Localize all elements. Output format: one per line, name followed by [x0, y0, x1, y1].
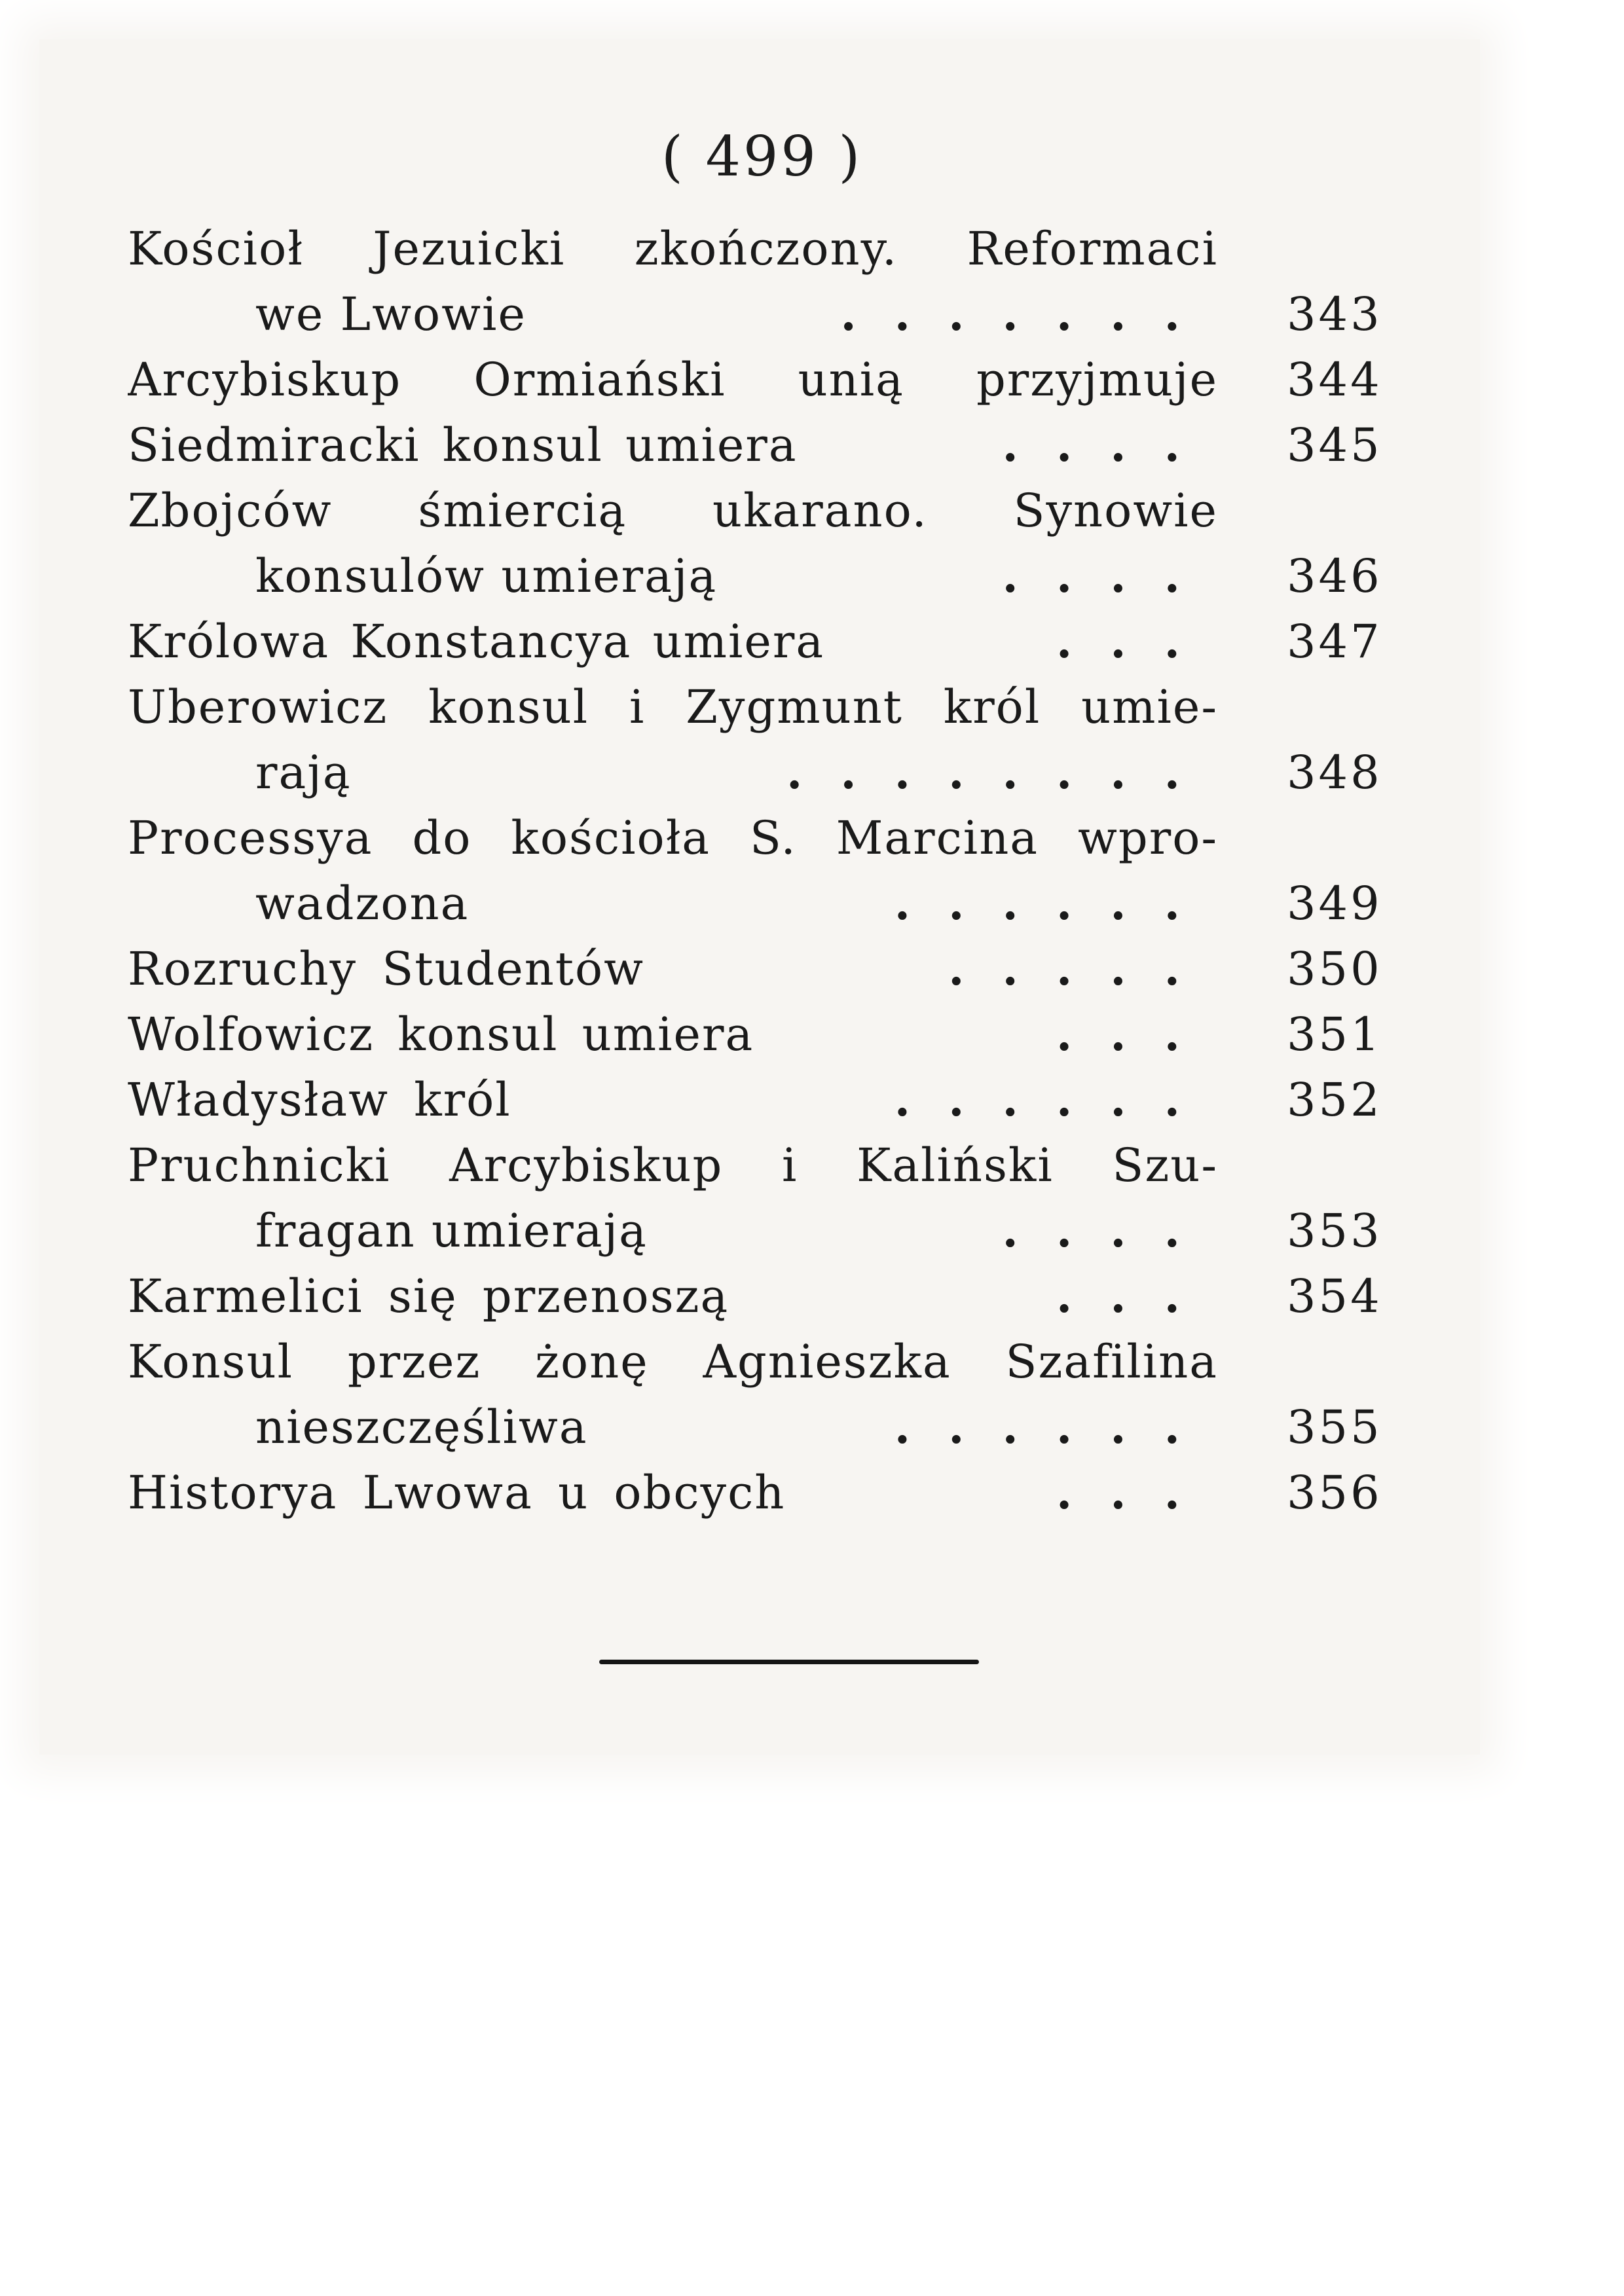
toc-page-number: 353: [1287, 1204, 1382, 1258]
leader-dots: .......: [840, 287, 1218, 341]
toc-entry-line: [128, 1329, 1431, 1394]
toc-entry-line: [128, 1460, 1431, 1525]
toc-entry-line: [128, 936, 1431, 1002]
toc-entry-line: [128, 1133, 1431, 1198]
table-of-contents: [128, 216, 1431, 1525]
leader-dots: ...: [1056, 1269, 1218, 1323]
toc-entry-line: [128, 412, 1431, 478]
toc-entry-line: [128, 805, 1431, 871]
toc-entry-line: [128, 216, 1431, 282]
toc-entry-title: Historya Lwowa u obcych: [128, 1466, 786, 1520]
leader-dots: ....: [1002, 418, 1218, 472]
toc-page-number: 343: [1287, 287, 1382, 341]
toc-entry-title: Karmelici się przenoszą: [128, 1269, 729, 1323]
toc-entry-title: Władysław król: [128, 1073, 511, 1127]
toc-entry-line: [128, 282, 1431, 347]
toc-entry-line: [128, 478, 1431, 543]
toc-entry-title: Królowa Konstancya umiera: [128, 615, 825, 668]
toc-entry-continuation: konsulów umierają: [255, 549, 718, 603]
toc-entry-line: [128, 1264, 1431, 1329]
toc-page-number: 347: [1287, 615, 1382, 668]
toc-entry-title: Konsul przez żonę Agnieszka Szafilina: [128, 1335, 1218, 1389]
toc-entry-continuation: fragan umierają: [255, 1204, 648, 1258]
toc-entry-title: Siedmiracki konsul umiera: [128, 418, 798, 472]
toc-page-number: 349: [1287, 877, 1382, 930]
toc-page-number: 350: [1287, 942, 1382, 996]
toc-entry-title: Processya do kościoła S. Marcina wpro-: [128, 811, 1218, 865]
toc-entry-title: Rozruchy Studentów: [128, 942, 645, 996]
leader-dots: ....: [1002, 549, 1218, 603]
leader-dots: ...: [1056, 1007, 1218, 1061]
closing-rule: [599, 1660, 979, 1664]
toc-entry-continuation: nieszczęśliwa: [255, 1400, 588, 1454]
toc-entry-line: [128, 609, 1431, 674]
toc-page-number: 354: [1287, 1269, 1382, 1323]
leader-dots: ......: [894, 876, 1218, 930]
toc-entry-line: [128, 543, 1431, 609]
toc-entry-line: [128, 1198, 1431, 1264]
leader-dots: ......: [894, 1400, 1218, 1454]
leader-dots: ......: [894, 1072, 1218, 1127]
toc-page-number: 351: [1287, 1008, 1382, 1061]
leader-dots: ....: [1002, 1203, 1218, 1258]
leader-dots: ...: [1056, 1465, 1218, 1520]
toc-entry-title: Uberowicz konsul i Zygmunt król umie-: [128, 680, 1218, 734]
toc-entry-line: [128, 347, 1431, 412]
toc-entry-line: [128, 740, 1431, 805]
toc-entry-title: Wolfowicz konsul umiera: [128, 1008, 754, 1061]
leader-dots: .....: [948, 941, 1218, 996]
leader-dots: ........: [786, 745, 1218, 799]
toc-page-number: 356: [1287, 1466, 1382, 1520]
toc-page-number: 352: [1287, 1073, 1382, 1127]
page-number: ( 499 ): [661, 124, 863, 189]
toc-entry-line: [128, 674, 1431, 740]
leader-dots: ...: [1056, 614, 1218, 668]
toc-entry-continuation: wadzona: [255, 877, 470, 930]
toc-page-number: 346: [1287, 549, 1382, 603]
toc-entry-line: [128, 1394, 1431, 1460]
toc-entry-title: Arcybiskup Ormiański unią przyjmuje: [128, 353, 1218, 407]
toc-entry-title: Zbojców śmiercią ukarano. Synowie: [128, 484, 1218, 538]
toc-page-number: 345: [1287, 418, 1382, 472]
toc-entry-line: [128, 871, 1431, 936]
toc-entry-line: [128, 1002, 1431, 1067]
toc-entry-title: Pruchnicki Arcybiskup i Kaliński Szu-: [128, 1139, 1218, 1192]
toc-page-number: 355: [1287, 1400, 1382, 1454]
toc-entry-line: [128, 1067, 1431, 1133]
toc-entry-continuation: we Lwowie: [255, 287, 526, 341]
toc-entry-continuation: rają: [255, 746, 352, 799]
toc-page-number: 348: [1287, 746, 1382, 799]
toc-page-number: 344: [1287, 353, 1382, 407]
toc-entry-title: Kościoł Jezuicki zkończony. Reformaci: [128, 222, 1218, 276]
